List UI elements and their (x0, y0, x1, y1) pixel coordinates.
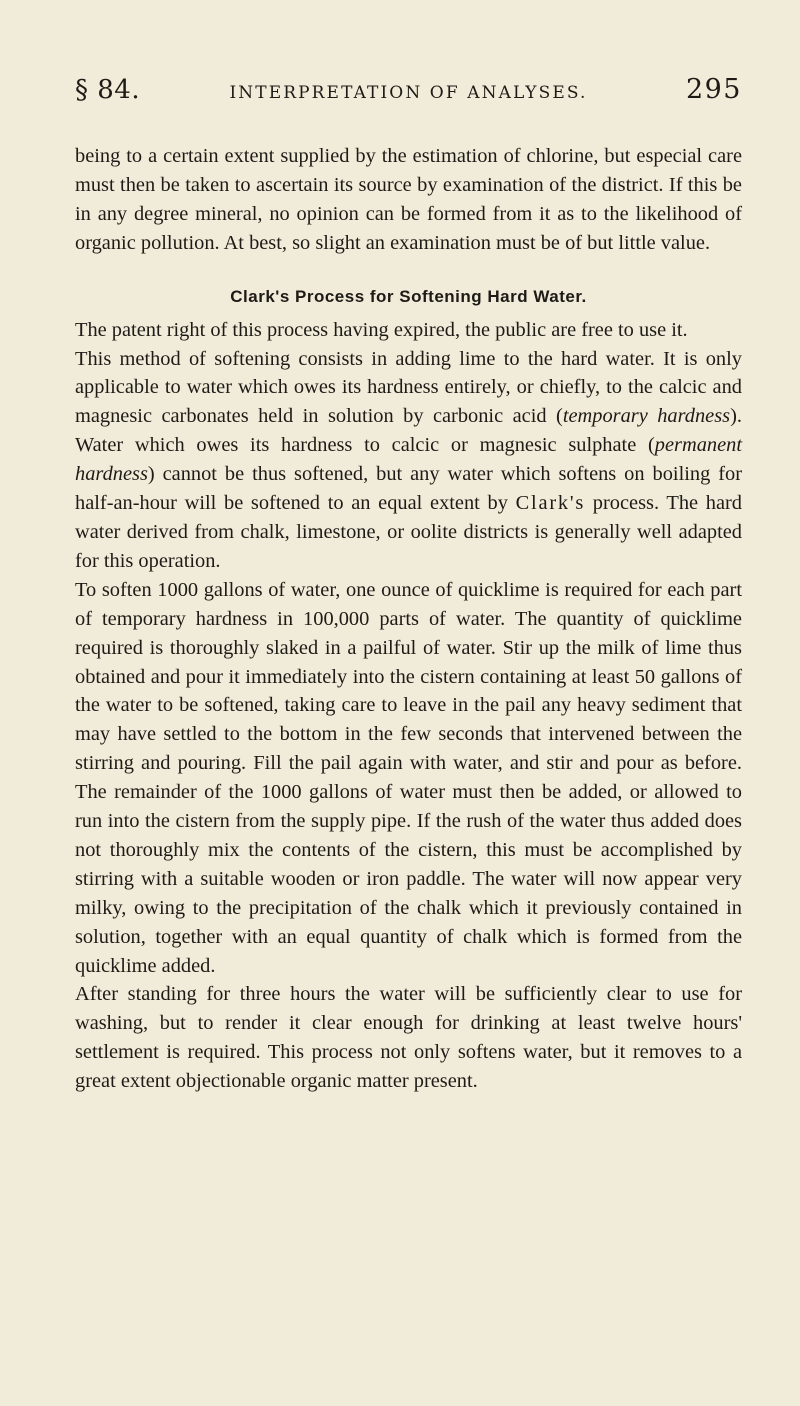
temporary-hardness-term: temporary hardness (562, 405, 731, 428)
method-text-c: ) cannot be thus softened, but any water which softens on boiling for half-an-hour will be softened to an equal extent by (75, 463, 742, 515)
paragraph-patent: The patent right of this process having expired, the public are free to use it. (75, 318, 688, 341)
section-number: § 84. (75, 75, 141, 105)
method-text-d: process. The hard water derived from chalk, limestone, or oolite districts is generally well adapted for this operation. (75, 492, 742, 572)
page-body (75, 142, 742, 1096)
method-text-b: ). Water which owes its hardness to calcic or magnesic sulphate ( (75, 405, 742, 457)
paragraph-method (75, 345, 742, 576)
running-title: INTERPRETATION OF ANALYSES. (229, 83, 588, 103)
paragraph-procedure: To soften 1000 gallons of water, one ounce of quicklime is required for each part of temporary hardness in 100,000 parts of water. The quantity of quicklime required is thoroughly slaked in a pailful of water. Stir up the milk of lime thus obtained and pour it immediately into the cistern containing at least 50 gallons of the water to be softened, taking care to leave in the pail any heavy sediment that may have settled to the bottom in the few seconds that intervened between the stirring and pouring. Fill the pail again with water, and stir and pour as before. The remainder of the 1000 gallons of water must then be added, or allowed to run into the cistern from the supply pipe. If the rush of the water thus added does not thoroughly mix the contents of the cistern, this must be accomplished by stirring with a suitable wooden or iron paddle. The water will now appear very milky, owing to the precipitation of the chalk which it previously contained in solution, together with an equal quantity of chalk which is formed from the quicklime added. (75, 578, 742, 977)
method-text-a: This method of softening consists in adding lime to the hard water. It is only applicable to water which owes its hardness entirely, or chiefly, to the calcic and magnesic carbonates held in solution by carbonic acid ( (75, 347, 742, 428)
clark-name: Clark's (515, 492, 586, 515)
running-header (75, 74, 742, 108)
page-number: 295 (685, 74, 742, 105)
permanent-hardness-term: permanent hardness (75, 434, 742, 486)
paragraph-settlement: After standing for three hours the water will be sufficiently clear to use for washing, but to render it clear enough for drinking at least twelve hours' settlement is required. This process not only softens water, but it removes to a great extent objectionable organic matter present. (75, 983, 742, 1093)
paragraph-chlorine: being to a certain extent supplied by the estimation of chlorine, but especial care must then be taken to ascertain its source by examination of the district. If this be in any degree mineral, no opinion can be formed from it as to the likelihood of organic pollution. At best, so slight an examination must be of but little value. (75, 145, 742, 254)
section-heading: Clark's Process for Softening Hard Water. (230, 286, 587, 306)
